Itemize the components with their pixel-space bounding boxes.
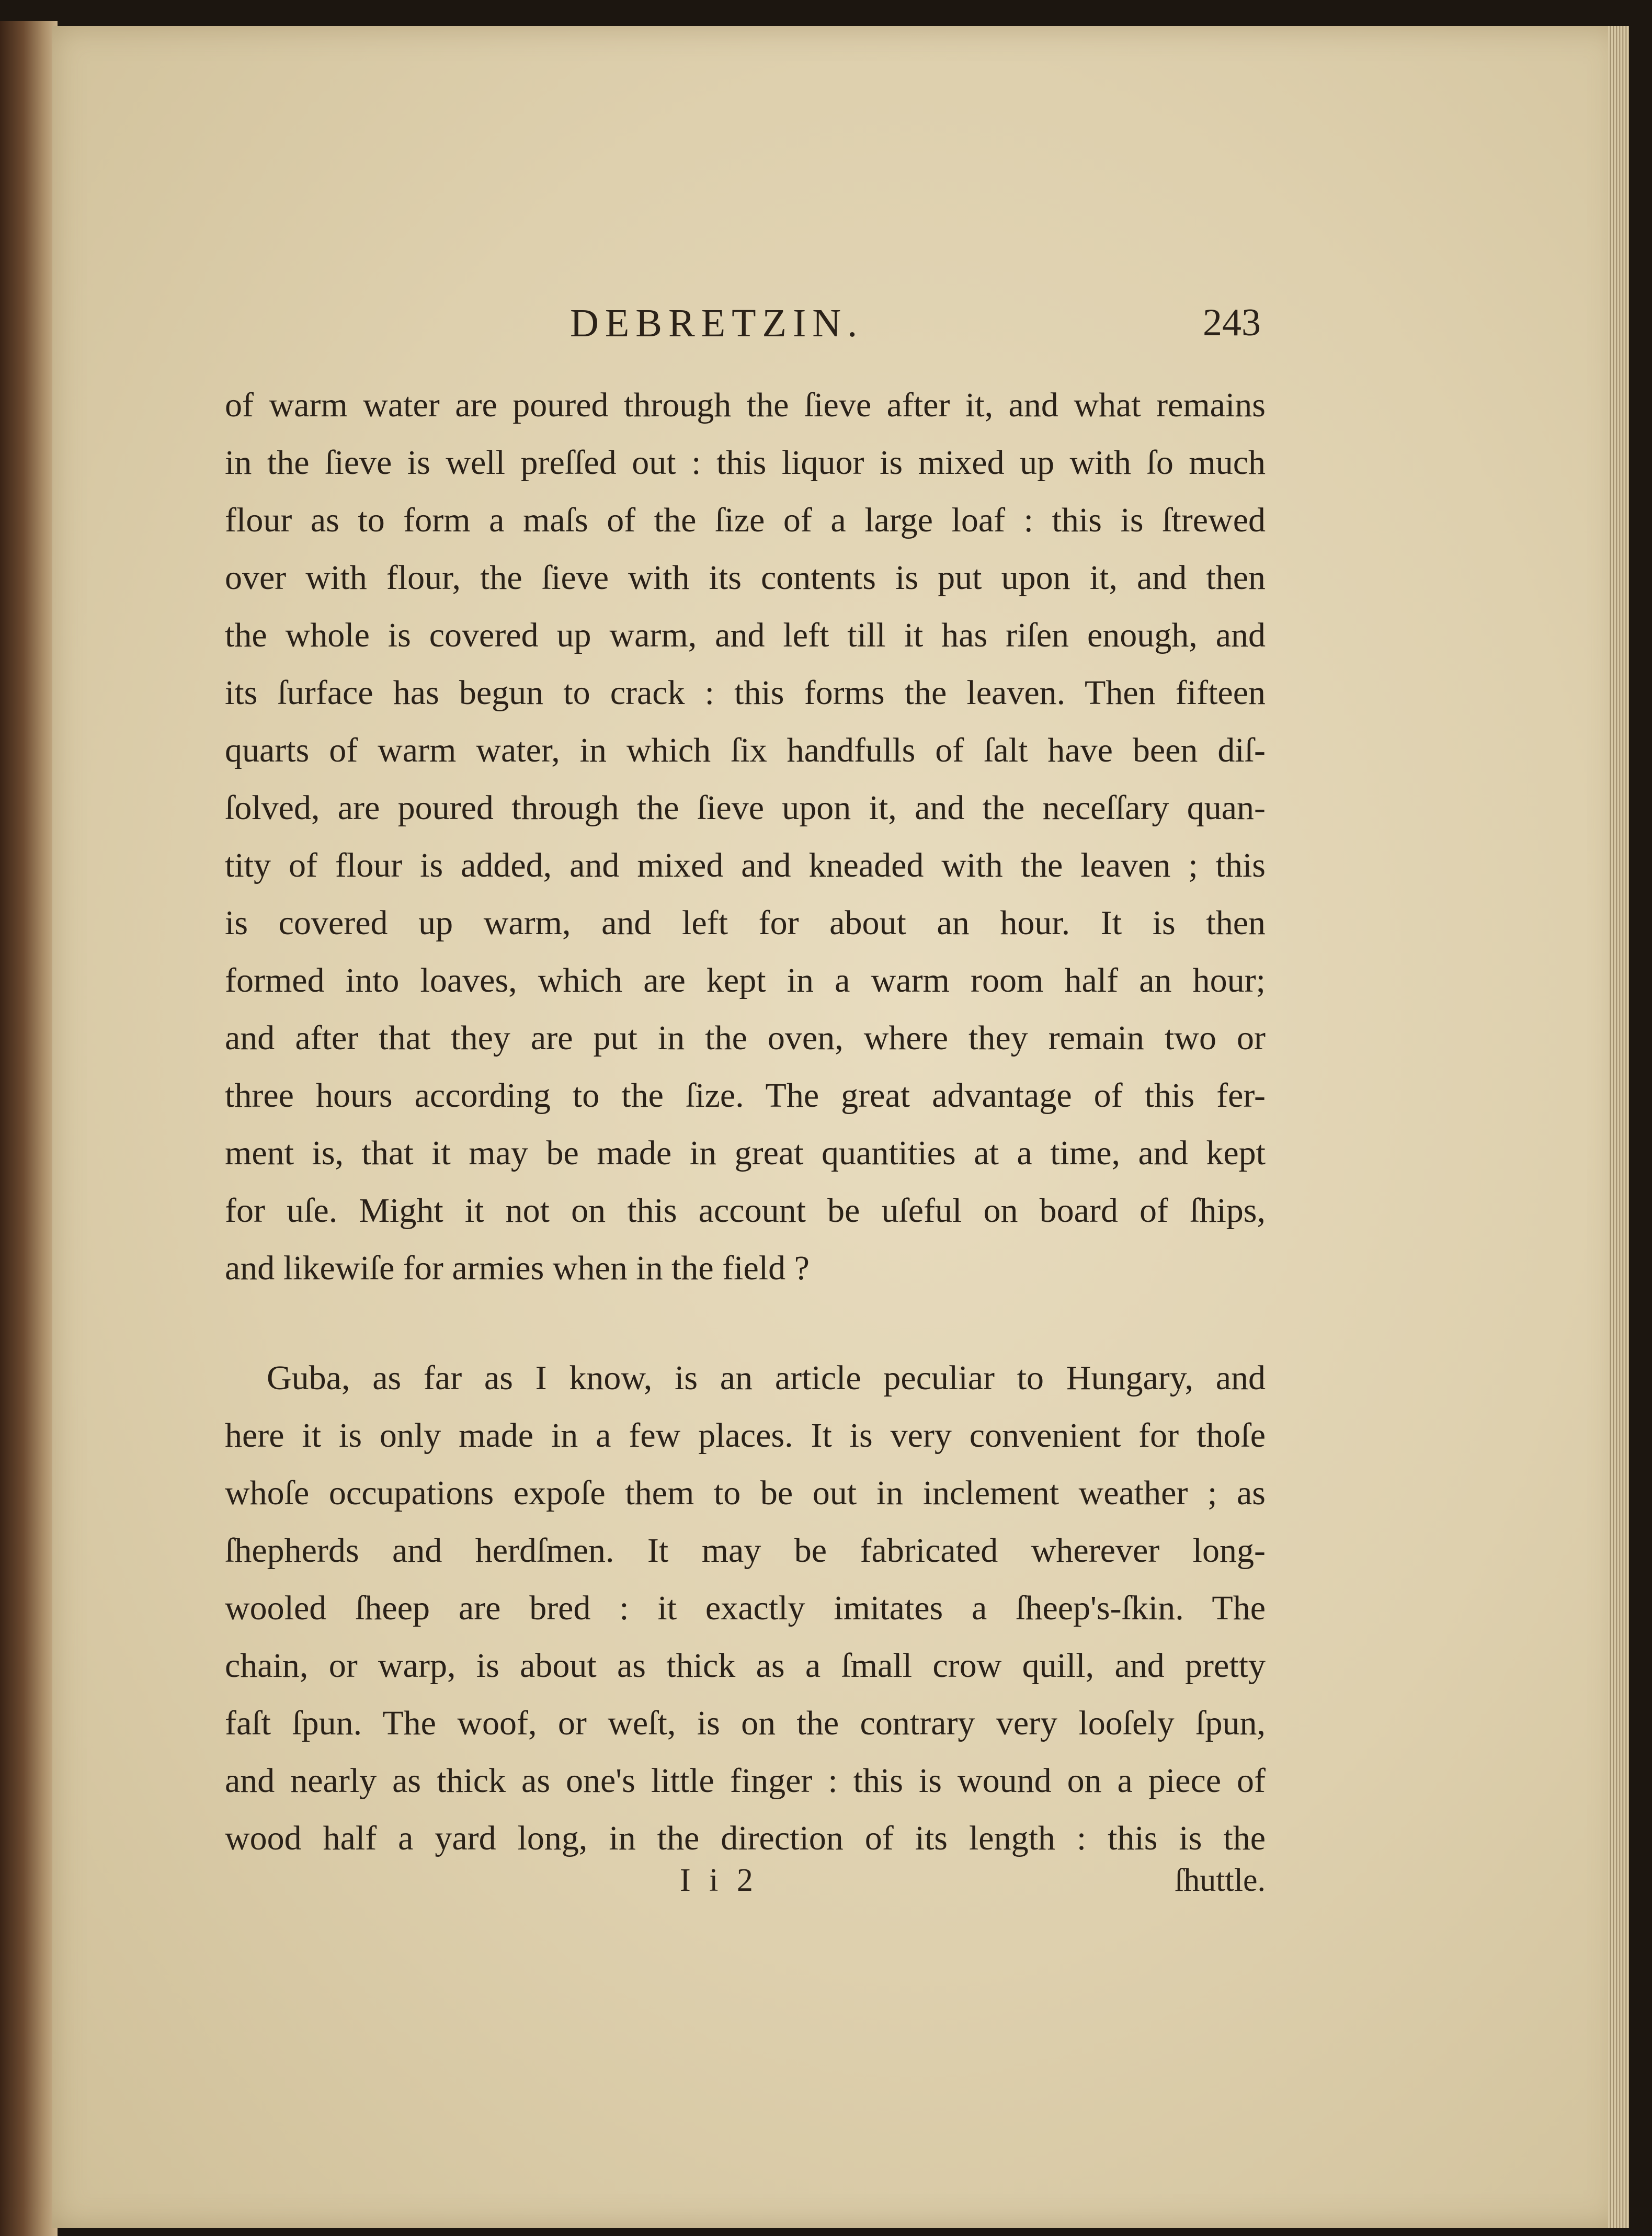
paragraph	[225, 1349, 1266, 1867]
text-line: Guba, as far as I know, is an article peculiar to Hungary, and	[267, 1359, 1266, 1397]
text-line: and after that they are put in the oven, where they remain two or	[225, 1019, 1266, 1057]
text-line: is covered up warm, and left for about an hour. It is then	[225, 904, 1266, 942]
page-header	[225, 301, 1271, 353]
book-binding	[0, 21, 58, 2236]
text-line: its ſurface has begun to crack : this forms the leaven. Then fifteen	[225, 674, 1266, 712]
text-line: of warm water are poured through the ſieve after it, and what remains	[225, 386, 1266, 424]
text-line: and nearly as thick as one's little finger : this is wound on a piece of	[225, 1762, 1266, 1800]
text-line: faſt ſpun. The woof, or weſt, is on the contrary very looſely ſpun,	[225, 1704, 1266, 1742]
text-line: ſolved, are poured through the ſieve upon it, and the neceſſary quan-	[225, 789, 1266, 827]
text-line: the whole is covered up warm, and left till it has riſen enough, and	[225, 616, 1266, 654]
text-line: for uſe. Might it not on this account be uſeful on board of ſhips,	[225, 1191, 1266, 1230]
running-head: DEBRETZIN.	[570, 301, 864, 345]
page-footer	[225, 1862, 1266, 1914]
signature-mark: I i 2	[680, 1863, 758, 1898]
body-text	[225, 377, 1266, 1867]
text-line: wood half a yard long, in the direction of its length : this is the	[225, 1819, 1266, 1857]
text-line: chain, or warp, is about as thick as a ſmall crow quill, and pretty	[225, 1647, 1266, 1685]
text-line: ſhepherds and herdſmen. It may be fabricated wherever long-	[225, 1531, 1266, 1570]
paragraph	[225, 377, 1266, 1297]
text-line: wooled ſheep are bred : it exactly imitates a ſheep's-ſkin. The	[225, 1589, 1266, 1627]
text-line: in the ſieve is well preſſed out : this liquor is mixed up with ſo much	[225, 444, 1266, 482]
text-line: here it is only made in a few places. It is very convenient for thoſe	[225, 1416, 1266, 1455]
text-line: over with flour, the ſieve with its contents is put upon it, and then	[225, 559, 1266, 597]
page-edges	[1608, 26, 1629, 2228]
text-line: flour as to form a maſs of the ſize of a large loaf : this is ſtrewed	[225, 501, 1266, 539]
catchword: ſhuttle.	[1175, 1863, 1266, 1898]
text-line: ment is, that it may be made in great quantities at a time, and kept	[225, 1134, 1266, 1172]
text-line: three hours according to the ſize. The great advantage of this fer-	[225, 1076, 1266, 1115]
text-line: and likewiſe for armies when in the field ?	[225, 1249, 810, 1287]
page-number: 243	[1203, 301, 1261, 344]
text-line: quarts of warm water, in which ſix handfulls of ſalt have been diſ-	[225, 731, 1266, 769]
text-line: formed into loaves, which are kept in a warm room half an hour;	[225, 961, 1266, 1000]
text-line: whoſe occupations expoſe them to be out in inclement weather ; as	[225, 1474, 1266, 1512]
text-line: tity of flour is added, and mixed and kneaded with the leaven ; this	[225, 846, 1266, 884]
paragraph-gap	[225, 1297, 1266, 1349]
